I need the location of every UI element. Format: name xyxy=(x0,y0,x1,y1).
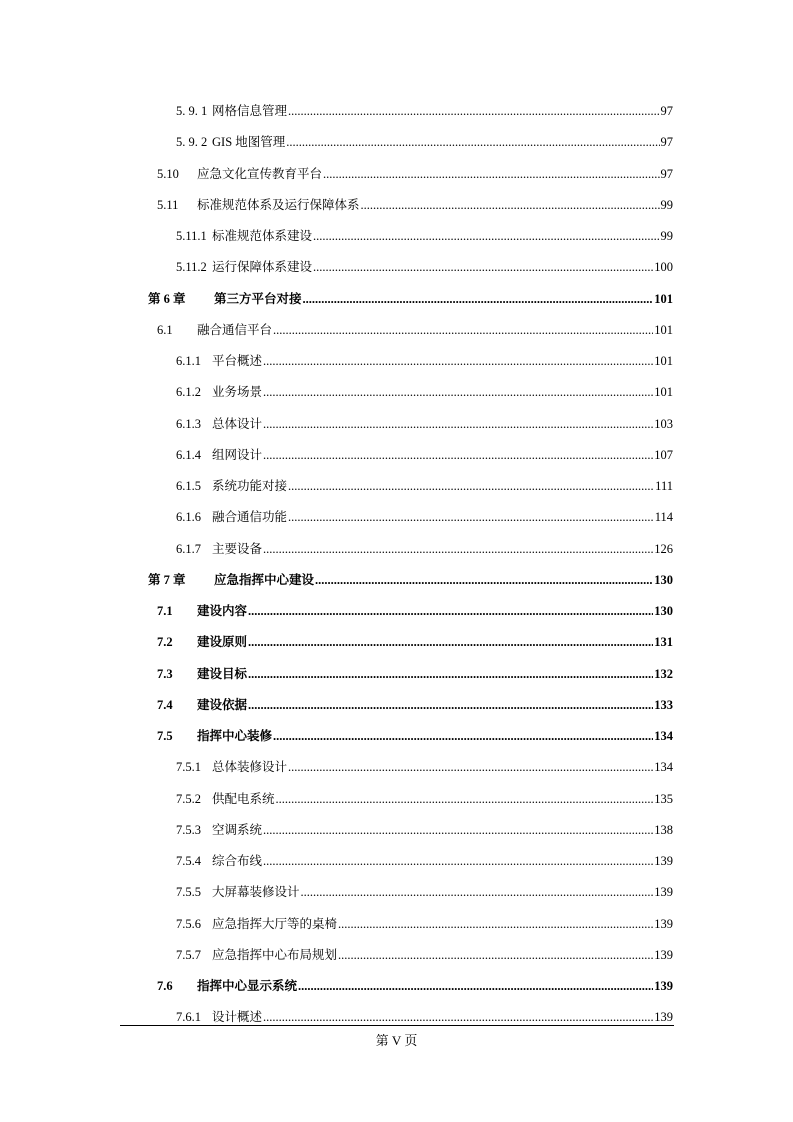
toc-leader-dots xyxy=(276,791,654,807)
toc-entry-title: 网格信息管理 xyxy=(212,104,288,118)
toc-leader-dots xyxy=(263,1009,653,1025)
toc-entry-number: 第 7 章 xyxy=(148,572,186,587)
toc-entry-title: 平台概述 xyxy=(212,354,263,368)
toc-entry[interactable] xyxy=(176,916,673,932)
toc-entry-page: 139 xyxy=(654,854,673,868)
toc-entry-title: 运行保障体系建设 xyxy=(212,260,313,275)
toc-entry[interactable] xyxy=(157,666,673,682)
toc-entry-number: 6.1.4 xyxy=(176,447,201,462)
toc-entry[interactable] xyxy=(157,603,673,619)
toc-entry-page: 132 xyxy=(654,666,673,681)
toc-entry-title: 业务场景 xyxy=(212,385,263,400)
toc-entry[interactable] xyxy=(176,134,673,150)
toc-entry-number: 7.2 xyxy=(157,635,173,650)
toc-entry-number: 7.1 xyxy=(157,604,173,618)
toc-leader-dots xyxy=(315,572,653,588)
toc-entry-title: 总体装修设计 xyxy=(212,760,288,775)
toc-leader-dots xyxy=(263,353,653,369)
toc-leader-dots xyxy=(288,478,654,494)
toc-entry-title: 大屏幕装修设计 xyxy=(212,885,300,900)
toc-entry-title: 系统功能对接 xyxy=(212,479,288,493)
toc-entry-number: 6.1.3 xyxy=(176,416,201,431)
toc-entry-number: 5.11.1 xyxy=(176,229,207,243)
toc-entry-page: 101 xyxy=(654,385,673,400)
toc-entry[interactable] xyxy=(176,791,673,807)
toc-entry-title: 建设依据 xyxy=(197,697,248,712)
toc-entry-number: 7.5.3 xyxy=(176,822,201,837)
toc-leader-dots xyxy=(288,759,653,775)
toc-entry-title: 供配电系统 xyxy=(212,791,275,806)
toc-leader-dots xyxy=(313,259,653,275)
toc-entry[interactable] xyxy=(176,353,673,369)
toc-entry-title: 应急指挥中心建设 xyxy=(214,572,315,587)
toc-entry-page: 134 xyxy=(654,760,673,775)
toc-entry-title: 建设原则 xyxy=(197,635,248,650)
toc-entry-title: 空调系统 xyxy=(212,822,263,837)
toc-leader-dots xyxy=(273,322,653,338)
toc-entry[interactable] xyxy=(176,884,673,900)
toc-entry-number: 6.1.7 xyxy=(176,541,201,556)
toc-leader-dots xyxy=(338,947,653,963)
toc-entry[interactable] xyxy=(157,697,673,713)
toc-entry-page: 131 xyxy=(654,635,673,650)
toc-entry[interactable] xyxy=(176,228,673,244)
toc-entry-page: 139 xyxy=(654,1010,673,1025)
toc-entry-page: 133 xyxy=(654,697,673,712)
toc-entry-title: GIS 地图管理 xyxy=(212,135,286,150)
toc-entry-title: 融合通信功能 xyxy=(212,510,288,525)
toc-leader-dots xyxy=(313,228,659,244)
toc-leader-dots xyxy=(286,134,659,150)
toc-leader-dots xyxy=(361,197,660,213)
toc-entry[interactable] xyxy=(157,634,673,650)
toc-entry-title: 标准规范体系建设 xyxy=(212,229,313,243)
toc-entry-page: 99 xyxy=(660,197,673,212)
toc-entry[interactable] xyxy=(176,541,673,557)
toc-entry[interactable] xyxy=(176,103,673,119)
toc-entry-title: 应急指挥大厅等的桌椅 xyxy=(212,916,338,931)
toc-leader-dots xyxy=(323,166,659,182)
toc-entry-page: 101 xyxy=(654,322,673,337)
toc-entry-number: 6.1.1 xyxy=(176,354,201,368)
toc-entry-title: 指挥中心显示系统 xyxy=(197,979,298,993)
toc-leader-dots xyxy=(263,541,653,557)
toc-entry[interactable] xyxy=(176,447,673,463)
toc-entry-number: 5.11 xyxy=(157,197,179,212)
toc-entry[interactable] xyxy=(176,384,673,400)
toc-entry-page: 111 xyxy=(655,479,673,493)
toc-entry-page: 107 xyxy=(654,447,673,462)
toc-entry-number: 7.5 xyxy=(157,729,173,743)
toc-entry[interactable] xyxy=(148,291,673,307)
toc-entry-page: 100 xyxy=(654,260,673,275)
toc-entry-number: 5. 9. 2 xyxy=(176,135,208,150)
toc-entry[interactable] xyxy=(176,478,673,494)
toc-entry[interactable] xyxy=(157,322,673,338)
toc-entry[interactable] xyxy=(176,509,673,525)
toc-entry-title: 应急指挥中心布局规划 xyxy=(212,947,338,962)
toc-entry[interactable] xyxy=(157,728,673,744)
toc-entry-page: 114 xyxy=(654,510,673,525)
toc-leader-dots xyxy=(338,916,653,932)
toc-entry-title: 主要设备 xyxy=(212,541,263,556)
toc-entry-number: 5.10 xyxy=(157,166,179,181)
toc-leader-dots xyxy=(248,697,653,713)
toc-leader-dots xyxy=(273,728,653,744)
toc-leader-dots xyxy=(288,103,659,119)
toc-entry-page: 101 xyxy=(654,291,673,306)
toc-entry-page: 139 xyxy=(654,916,673,931)
toc-entry-number: 7.5.6 xyxy=(176,916,201,931)
toc-leader-dots xyxy=(263,447,653,463)
toc-entry-page: 103 xyxy=(654,416,673,431)
toc-leader-dots xyxy=(263,384,653,400)
toc-entry-page: 130 xyxy=(654,604,673,618)
toc-entry-page: 126 xyxy=(654,541,673,556)
toc-entry-page: 138 xyxy=(654,822,673,837)
toc-entry-number: 第 6 章 xyxy=(148,291,186,306)
toc-entry[interactable] xyxy=(157,197,673,213)
toc-entry-number: 7.5.4 xyxy=(176,854,201,868)
toc-entry-page: 139 xyxy=(654,885,673,900)
toc-leader-dots xyxy=(263,416,653,432)
toc-entry[interactable] xyxy=(176,822,673,838)
toc-entry-title: 建设内容 xyxy=(197,604,248,618)
toc-leader-dots xyxy=(248,666,653,682)
toc-entry-page: 97 xyxy=(660,104,673,118)
toc-entry-title: 应急文化宣传教育平台 xyxy=(197,166,323,181)
toc-entry-title: 总体设计 xyxy=(212,416,263,431)
toc-entry[interactable] xyxy=(157,978,673,994)
toc-entry-page: 99 xyxy=(660,229,673,243)
toc-leader-dots xyxy=(301,884,654,900)
toc-leader-dots xyxy=(303,291,654,307)
toc-entry-title: 指挥中心装修 xyxy=(197,729,273,743)
toc-entry-page: 139 xyxy=(654,979,673,993)
toc-entry-page: 139 xyxy=(654,947,673,962)
toc-entry-number: 6.1 xyxy=(157,322,173,337)
toc-entry-number: 7.5.1 xyxy=(176,760,201,775)
page-number: 第 V 页 xyxy=(375,1033,418,1048)
footer-rule xyxy=(120,1025,674,1026)
toc-entry-title: 综合布线 xyxy=(212,854,263,868)
toc-entry-title: 标准规范体系及运行保障体系 xyxy=(197,197,360,212)
toc-entry-title: 建设目标 xyxy=(197,666,248,681)
toc-entry[interactable] xyxy=(176,759,673,775)
toc-entry[interactable] xyxy=(157,166,673,182)
toc-entry-number: 5. 9. 1 xyxy=(176,104,208,118)
toc-entry[interactable] xyxy=(176,947,673,963)
toc-leader-dots xyxy=(298,978,653,994)
toc-leader-dots xyxy=(288,509,654,525)
toc-entry-number: 7.6 xyxy=(157,979,173,993)
toc-entry-number: 6.1.2 xyxy=(176,385,201,400)
toc-entry-page: 135 xyxy=(654,791,673,806)
toc-entry-page: 97 xyxy=(660,166,673,181)
toc-entry-page: 97 xyxy=(660,135,673,150)
toc-leader-dots xyxy=(263,853,653,869)
toc-entry[interactable] xyxy=(176,1009,673,1025)
toc-entry[interactable] xyxy=(176,259,673,275)
toc-entry[interactable] xyxy=(176,416,673,432)
toc-leader-dots xyxy=(263,822,653,838)
toc-entry-number: 7.6.1 xyxy=(176,1010,201,1025)
toc-entry-number: 7.5.2 xyxy=(176,791,201,806)
toc-entry-page: 130 xyxy=(654,572,673,587)
toc-entry-title: 第三方平台对接 xyxy=(214,291,302,306)
toc-entry-page: 134 xyxy=(654,729,673,743)
toc-entry-number: 6.1.5 xyxy=(176,479,201,493)
toc-entry-number: 7.5.7 xyxy=(176,947,201,962)
toc-entry[interactable] xyxy=(176,853,673,869)
toc-entry-number: 7.5.5 xyxy=(176,885,201,900)
toc-leader-dots xyxy=(248,634,653,650)
toc-entry-title: 组网设计 xyxy=(212,447,263,462)
toc-entry-title: 设计概述 xyxy=(212,1010,263,1025)
toc-leader-dots xyxy=(248,603,653,619)
toc-entry-number: 5.11.2 xyxy=(176,260,207,275)
toc-entry-number: 7.4 xyxy=(157,697,173,712)
toc-entry-title: 融合通信平台 xyxy=(197,322,273,337)
toc-entry[interactable] xyxy=(148,572,673,588)
toc-entry-number: 6.1.6 xyxy=(176,510,201,525)
toc-entry-page: 101 xyxy=(654,354,673,368)
toc-entry-number: 7.3 xyxy=(157,666,173,681)
